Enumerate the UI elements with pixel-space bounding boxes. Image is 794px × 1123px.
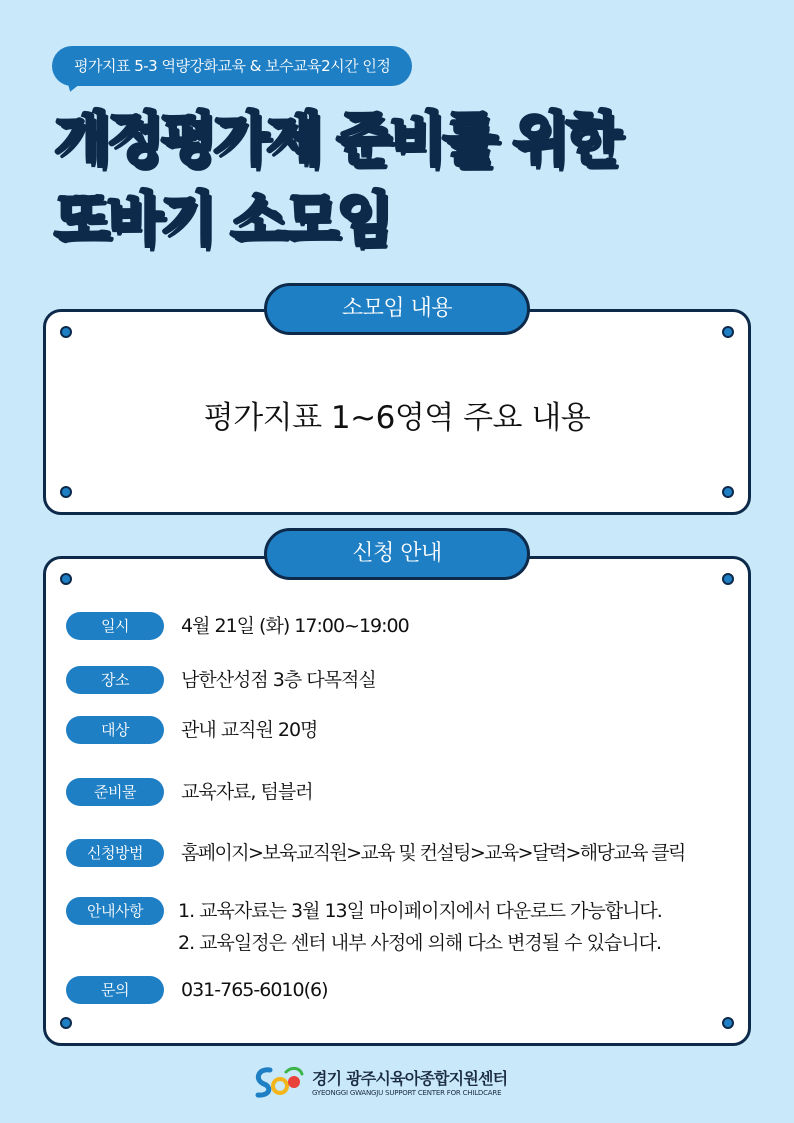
info-value: 홈페이지>보육교직원>교육 및 컨설팅>교육>달력>해당교육 클릭 [181,842,685,864]
application-info-heading: 신청 안내 [264,528,530,580]
center-name-korean: 경기 광주시육아종합지원센터 [312,1069,508,1088]
notice-line: 1. 교육자료는 3월 13일 마이페이지에서 다운로드 가능합니다. [178,900,662,922]
center-logo-icon [250,1064,306,1104]
info-label: 안내사항 [66,897,164,925]
corner-dot [722,326,734,338]
info-label: 신청방법 [66,839,164,867]
info-row-target [66,716,742,744]
info-row-contact [66,976,742,1004]
info-row-notice [66,897,742,957]
meeting-content-text: 평가지표 1~6영역 주요 내용 [203,400,591,436]
corner-dot [60,326,72,338]
info-label: 대상 [66,716,164,744]
page-title-line2: 또바기 소모임 [54,185,390,253]
meeting-content-card [43,309,751,515]
info-label: 준비물 [66,778,164,806]
corner-dot [60,573,72,585]
info-row-method [66,839,742,867]
meeting-content-heading: 소모임 내용 [264,283,530,335]
info-value: 4월 21일 (화) 17:00~19:00 [181,615,409,637]
corner-dot [722,573,734,585]
info-value-lines [178,897,662,957]
corner-dot [722,486,734,498]
corner-dot [60,1017,72,1029]
center-name-english: GYEONGGI GWANGJU SUPPORT CENTER FOR CHILDCARE [312,1089,502,1097]
info-label: 장소 [66,666,164,694]
info-value: 031-765-6010(6) [181,979,328,1001]
notice-line: 2. 교육일정은 센터 내부 사정에 의해 다소 변경될 수 있습니다. [178,932,662,954]
info-label: 일시 [66,612,164,640]
info-label: 문의 [66,976,164,1004]
info-row-supplies [66,778,742,806]
page-title-line1: 개정평가제 준비를 위한 [54,105,619,173]
footer-logo [250,1064,507,1104]
info-value: 남한산성점 3층 다목적실 [181,669,376,691]
info-value: 관내 교직원 20명 [181,719,318,741]
info-row-location [66,666,742,694]
info-value: 교육자료, 텀블러 [181,781,313,803]
application-info-card [43,556,751,1046]
corner-dot [60,486,72,498]
certification-badge: 평가지표 5-3 역량강화교육 & 보수교육2시간 인정 [52,46,412,86]
corner-dot [722,1017,734,1029]
info-row-date [66,612,742,640]
